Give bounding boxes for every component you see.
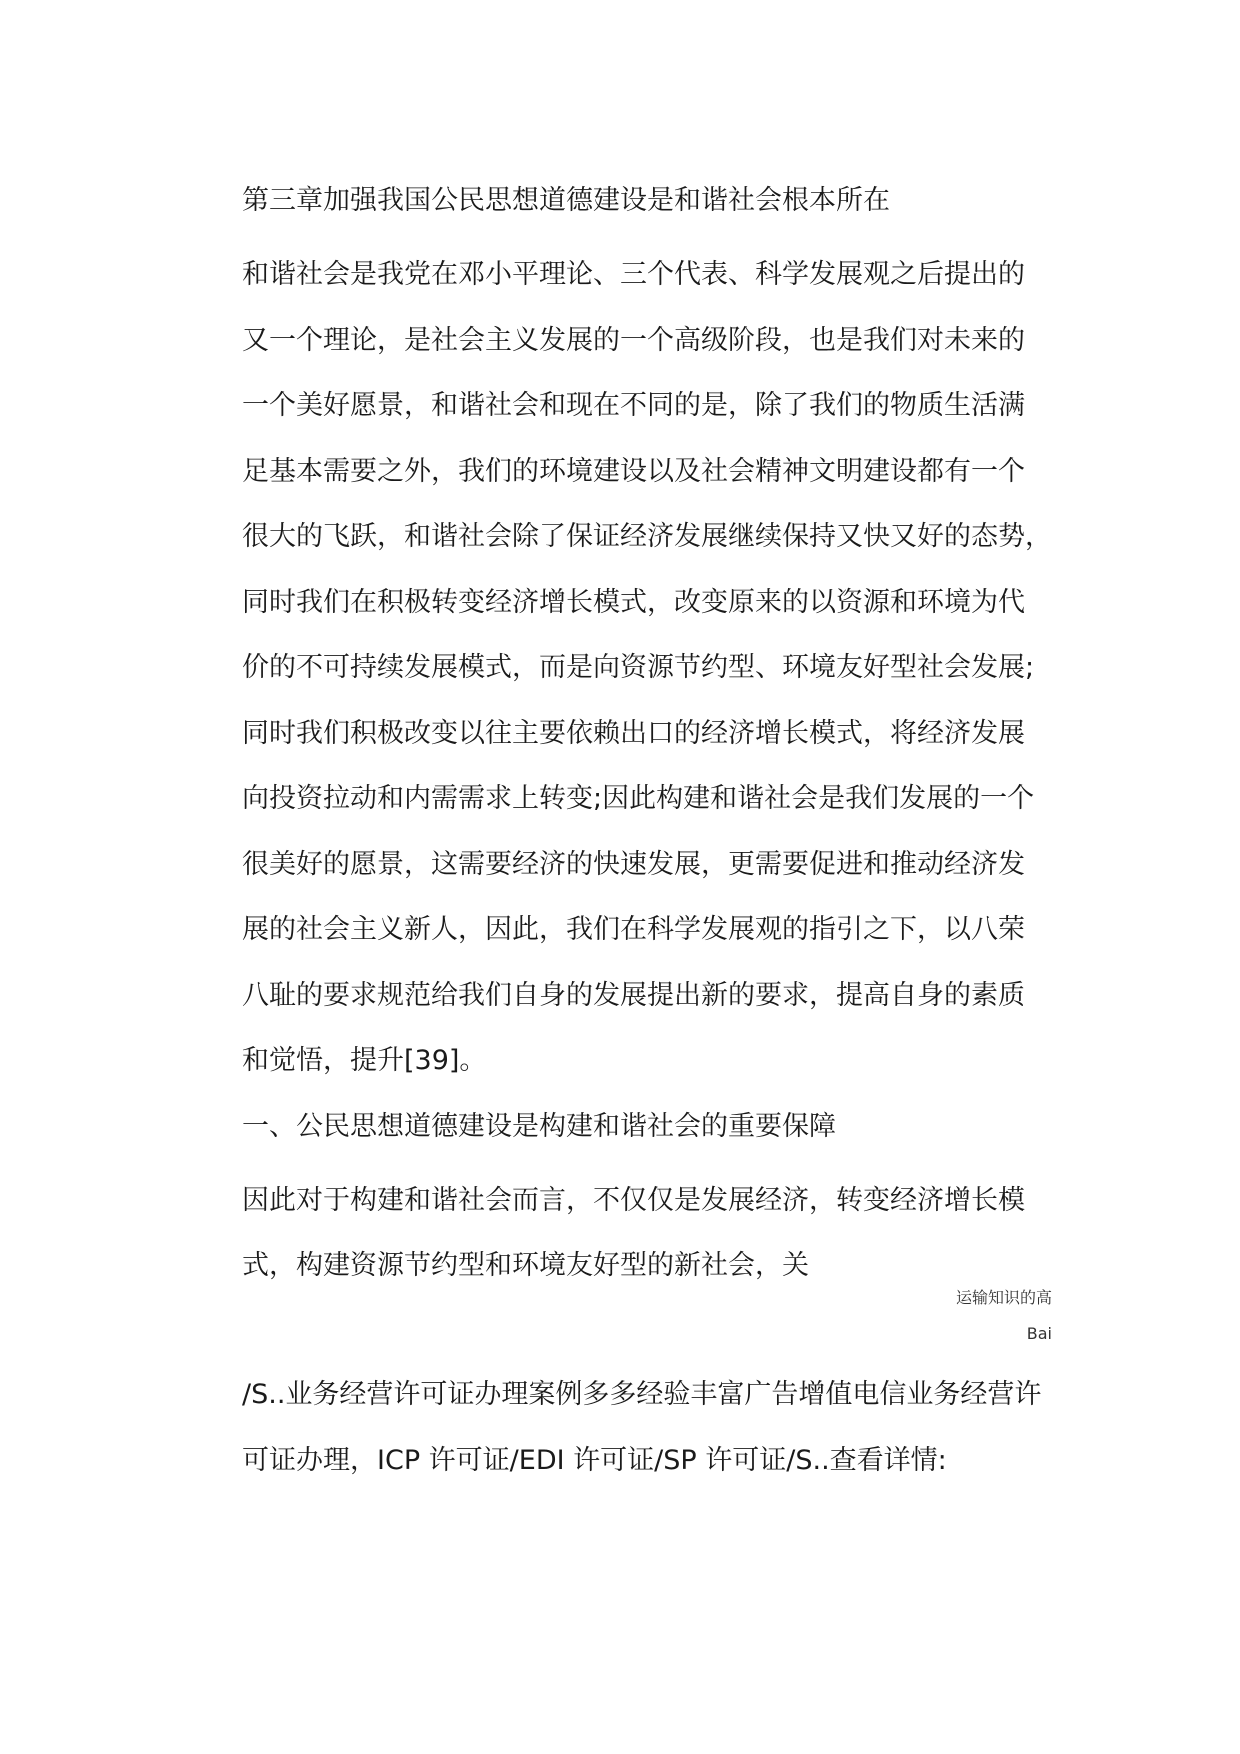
paragraph-line: 向投资拉动和内需需求上转变;因此构建和谐社会是我们发展的一个 xyxy=(242,783,1035,814)
paragraph-line: 八耻的要求规范给我们自身的发展提出新的要求，提高自身的素质 xyxy=(242,979,1025,1011)
paragraph-2 xyxy=(242,1168,1052,1299)
paragraph-line: 足基本需要之外，我们的环境建设以及社会精神文明建设都有一个 xyxy=(242,455,1025,487)
section-heading: 一、公民思想道德建设是构建和谐社会的重要保障 xyxy=(242,1110,836,1142)
paragraph-line: 价的不可持续发展模式，而是向资源节约型、环境友好型社会发展; xyxy=(242,652,1035,683)
paragraph-line: 很大的飞跃，和谐社会除了保证经济发展继续保持又快又好的态势， xyxy=(242,521,1052,552)
side-note-source: Bai xyxy=(1026,1324,1052,1343)
paragraph-line: 和谐社会是我党在邓小平理论、三个代表、科学发展观之后提出的 xyxy=(242,259,1025,290)
paragraph-line: 展的社会主义新人，因此，我们在科学发展观的指引之下，以八荣 xyxy=(242,914,1025,945)
paragraph-line: 同时我们在积极转变经济增长模式，改变原来的以资源和环境为代 xyxy=(242,586,1025,618)
paragraph-line: 因此对于构建和谐社会而言，不仅仅是发展经济，转变经济增长模 xyxy=(242,1184,1025,1216)
paragraph-line: 一个美好愿景，和谐社会和现在不同的是，除了我们的物质生活满 xyxy=(242,390,1025,421)
paragraph-line: 很美好的愿景，这需要经济的快速发展，更需要促进和推动经济发 xyxy=(242,848,1025,880)
paragraph-line: 又一个理论，是社会主义发展的一个高级阶段，也是我们对未来的 xyxy=(242,324,1025,356)
paragraph-line: 式，构建资源节约型和环境友好型的新社会，关 xyxy=(242,1250,809,1281)
paragraph-line: 和觉悟，提升[39]。 xyxy=(242,1045,487,1076)
ad-text xyxy=(242,1362,1052,1493)
side-note: 运输知识的高 xyxy=(955,1288,1052,1307)
document-body xyxy=(242,176,1052,1299)
paragraph-line: 同时我们积极改变以往主要依赖出口的经济增长模式，将经济发展 xyxy=(242,717,1025,749)
chapter-title: 第三章加强我国公民思想道德建设是和谐社会根本所在 xyxy=(242,185,890,216)
ad-line: 可证办理，ICP 许可证/EDI 许可证/SP 许可证/S..查看详情: xyxy=(242,1444,947,1476)
ad-line: /S..业务经营许可证办理案例多多经验丰富广告增值电信业务经营许 xyxy=(242,1379,1042,1410)
paragraph-1 xyxy=(242,242,1052,1094)
